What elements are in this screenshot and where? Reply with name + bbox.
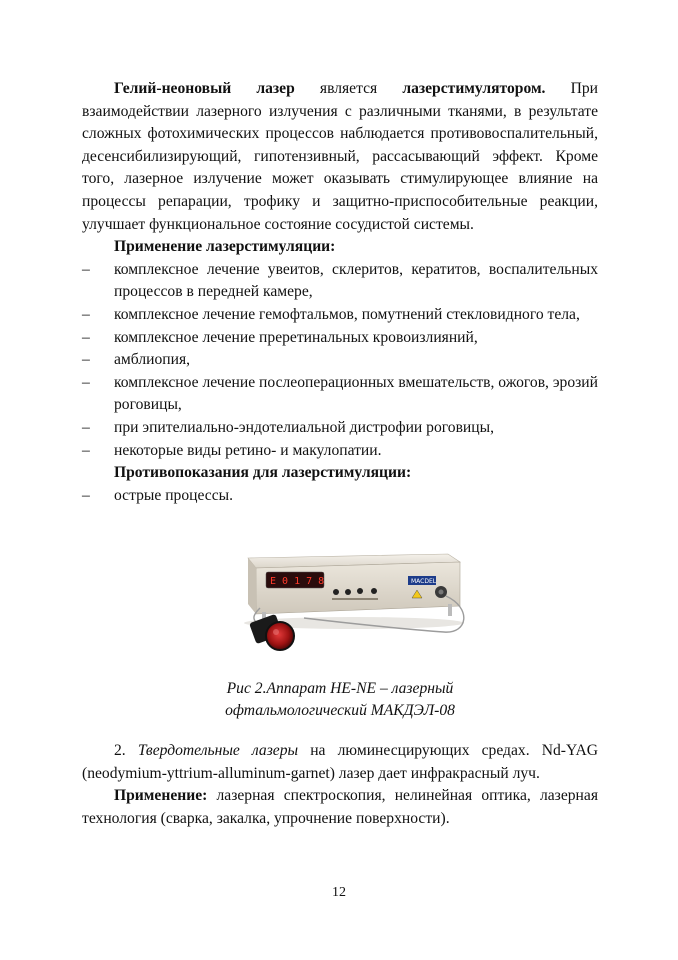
list-marker: –: [82, 328, 90, 346]
applications-heading: Применение лазерстимуляции:: [114, 238, 336, 256]
intro-rest: При взаимодействии лазерного излучения с различными тканями, в результате сложных фотохимических процессов наблюдается противовоспалительный, десенсибилизирующий, гипотензивный, рассасывающий эффект. Кроме того, лазерное излучение может оказывать стимулирующее влияние на процессы репарации, трофику и защитно-приспособительные реакции, улучшает функциональное состояние сосудистой системы.: [82, 80, 598, 233]
list-item-text: комплексное лечение увеитов, склеритов, кератитов, воспалительных процессов в передней камере,: [114, 260, 598, 301]
application-text: лазерная спектроскопия, нелинейная оптика, лазерная технология (сварка, закалка, упрочнение поверхности).: [82, 787, 598, 827]
display-readout: E 0 1 7 8: [270, 576, 325, 587]
list-item: [82, 372, 598, 417]
application-paragraph: [82, 785, 598, 830]
intro-term: Гелий-неоновый лазер: [114, 80, 295, 97]
contraindications-list: [82, 485, 598, 508]
solid-state-paragraph: [82, 740, 598, 785]
intro-connector: является: [294, 80, 403, 97]
solid-state-text: на люминесцирующих средах. Nd-YAG (neodymium-yttrium-alluminum-garnet) лазер дает инфракрасный луч.: [82, 742, 599, 782]
list-marker: –: [82, 486, 90, 504]
list-item: [82, 349, 598, 372]
list-marker: –: [82, 305, 90, 323]
list-item-text: комплексное лечение преретинальных кровоизлияний,: [114, 328, 478, 346]
list-marker: –: [82, 418, 90, 436]
figure-caption: [140, 678, 540, 722]
list-item-text: некоторые виды ретино- и макулопатии.: [114, 441, 382, 459]
brand-label: MACDEL: [411, 578, 437, 585]
list-item: [82, 440, 598, 463]
list-marker: –: [82, 351, 90, 369]
caption-line-2: офтальмологический МАКДЭЛ-08: [225, 702, 455, 719]
page-number: 12: [332, 885, 346, 900]
list-item: [82, 327, 598, 350]
caption-line-1: Рис 2.Аппарат HE-NE – лазерный: [226, 680, 454, 697]
list-marker: –: [82, 260, 90, 278]
list-item-text: комплексное лечение послеоперационных вмешательств, ожогов, эрозий роговицы,: [114, 373, 598, 414]
solid-state-section: [82, 740, 598, 830]
applications-list: [82, 259, 598, 462]
application-label: Применение:: [114, 787, 208, 805]
list-item: [82, 485, 598, 508]
list-item-text: комплексное лечение гемофтальмов, помутнений стекловидного тела,: [114, 305, 580, 323]
list-item-text: при эпителиально-эндотелиальной дистрофии роговицы,: [114, 418, 494, 436]
intro-term2: лазерстимулятором.: [402, 80, 546, 97]
list-item: [82, 417, 598, 440]
laser-device-illustration: [234, 548, 474, 658]
list-marker: –: [82, 373, 90, 391]
solid-state-term: Твердотельные лазеры: [137, 742, 299, 759]
list-marker: –: [82, 441, 90, 459]
intro-paragraph: [82, 78, 598, 236]
list-item: [82, 259, 598, 304]
list-item-text: амблиопия,: [114, 351, 191, 369]
list-item-text: острые процессы.: [114, 486, 234, 504]
device-photo: [234, 548, 474, 658]
contraindications-heading: Противопоказания для лазерстимуляции:: [114, 464, 412, 482]
list-item: [82, 304, 598, 327]
section-number: 2.: [114, 742, 138, 759]
main-text-block: [82, 78, 598, 507]
